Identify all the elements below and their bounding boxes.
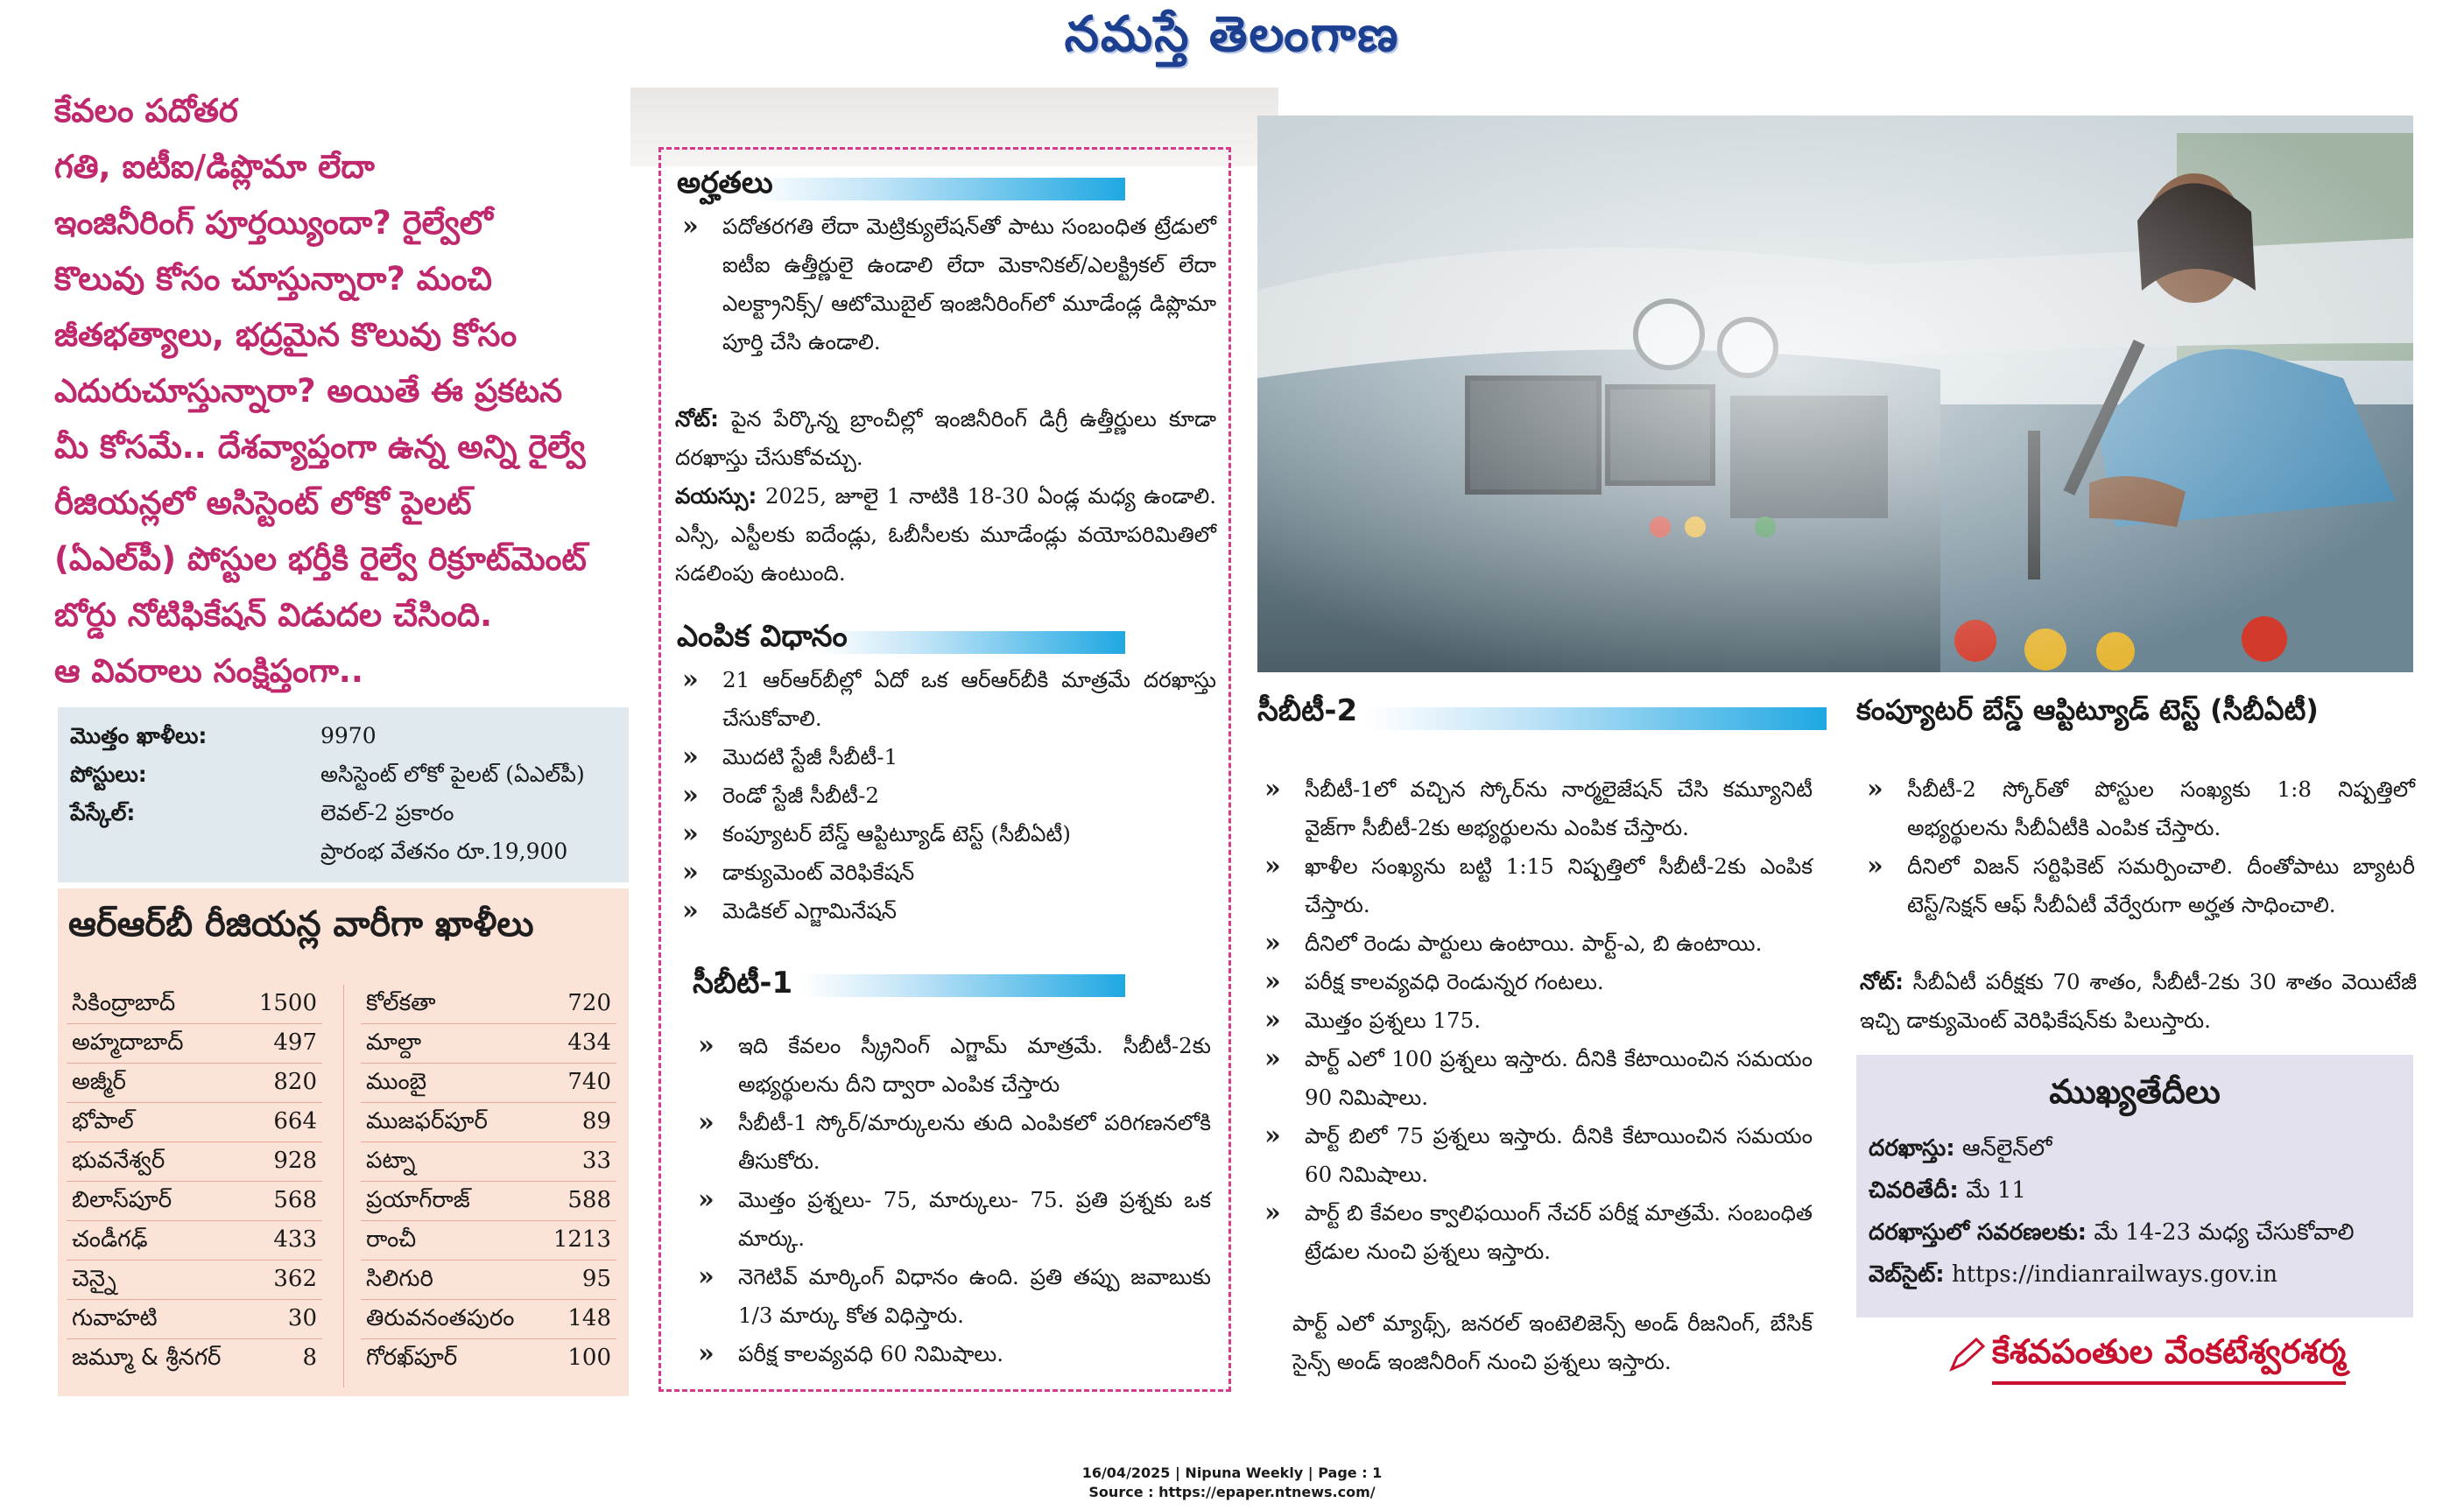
age-label: వయస్సు: xyxy=(675,483,757,509)
region-row xyxy=(361,1182,616,1221)
cbt2-list xyxy=(1252,770,1813,1271)
region-row xyxy=(361,1300,616,1339)
region-count: 588 xyxy=(567,1187,611,1213)
cbt1-item: » సీబీటీ-1 స్కోర్/మార్కులను తుది ఎంపికలో పరిగణనలోకి తీసుకోరు. xyxy=(686,1104,1211,1181)
cbt2-item: » పార్ట్ బి కేవలం క్వాలిఫయింగ్ నేచర్ పరీక్ష మాత్రమే. సంబంధిత ట్రేడుల నుంచి ప్రశ్నలు ఇస్తారు. xyxy=(1252,1194,1813,1271)
region-row xyxy=(67,1300,322,1339)
last-date-value: మే 11 xyxy=(1966,1177,2026,1204)
website-label: వెబ్‌సైట్: xyxy=(1869,1261,1945,1288)
region-name: సికింద్రాబాద్ xyxy=(72,990,176,1016)
selection-item: » 21 ఆర్ఆర్‌బీల్లో ఏదో ఒక ఆర్ఆర్‌బీకి మాత్రమే దరఖాస్తు చేసుకోవాలి. xyxy=(670,661,1216,738)
region-count: 100 xyxy=(567,1345,611,1371)
region-name: గోరఖ్‌పూర్ xyxy=(366,1345,458,1371)
last-date-label: చివరితేదీ: xyxy=(1869,1177,1959,1204)
selection-item: » మొదటి స్టేజీ సీబీటీ-1 xyxy=(670,738,1216,776)
cbt2-item: » సీబీటీ-1లో వచ్చిన స్కోర్‌ను నార్మలైజేషన్ చేసి కమ్యూనిటీ వైజ్‌గా సీబీటీ-2కు అభ్యర్థులను ఎంపిక చేస్తారు. xyxy=(1252,770,1813,847)
loco-cab-photo xyxy=(1257,116,2413,672)
newspaper-logo: నమస్తే తెలంగాణ xyxy=(1064,6,1400,63)
cbt1-list xyxy=(686,1027,1211,1373)
cbt1-item: » పరీక్ష కాలవ్యవధి 60 నిమిషాలు. xyxy=(686,1335,1211,1373)
region-name: కోల్‌కతా xyxy=(366,990,436,1016)
region-name: ప్రయాగ్‌రాజ్ xyxy=(366,1187,470,1213)
region-row xyxy=(361,985,616,1024)
selection-item: » మెడికల్ ఎగ్జామినేషన్ xyxy=(670,892,1216,931)
pen-icon xyxy=(1948,1338,1987,1376)
region-row xyxy=(361,1142,616,1182)
region-row xyxy=(361,1221,616,1261)
edit-value: మే 14-23 మధ్య చేసుకోవాలి xyxy=(2094,1219,2355,1246)
region-count: 434 xyxy=(567,1029,611,1056)
cbat-note xyxy=(1860,963,2417,1040)
region-row xyxy=(361,1339,616,1378)
region-count: 928 xyxy=(273,1148,317,1174)
region-divider xyxy=(343,985,344,1387)
region-name: తిరువనంతపురం xyxy=(366,1305,515,1331)
cbt1-item: » ఇది కేవలం స్క్రీనింగ్ ఎగ్జామ్ మాత్రమే. సీబీటీ-2కు అభ్యర్థులను దీని ద్వారా ఎంపిక చేస్తారు xyxy=(686,1027,1211,1104)
intro-line: గతి, ఐటీఐ/డిప్లొమా లేదా xyxy=(54,148,375,186)
cbt2-heading: సీబీటీ-2 xyxy=(1257,693,1358,728)
region-count: 497 xyxy=(273,1029,317,1056)
intro-text xyxy=(54,83,615,699)
cbt2-heading-bar xyxy=(1366,707,1827,730)
intro-line: రీజియన్లలో అసిస్టెంట్ లోకో పైలట్ xyxy=(54,484,472,522)
intro-line: ఇంజినీరింగ్ పూర్తయ్యిందా? రైల్వేలో xyxy=(54,204,493,242)
cbt2-item: » పార్ట్ ఎలో 100 ప్రశ్నలు ఇస్తారు. దీనికి కేటాయించిన సమయం 90 నిమిషాలు. xyxy=(1252,1040,1813,1117)
region-count: 568 xyxy=(273,1187,317,1213)
region-name: అజ్మీర్ xyxy=(72,1069,126,1095)
selection-list xyxy=(670,661,1216,931)
region-row xyxy=(361,1103,616,1142)
region-count: 720 xyxy=(567,990,611,1016)
eligibility-heading-bar xyxy=(749,178,1125,200)
selection-item: » రెండో స్టేజీ సీబీటీ-2 xyxy=(670,776,1216,815)
region-count: 433 xyxy=(273,1226,317,1253)
region-count: 740 xyxy=(567,1069,611,1095)
region-count: 1213 xyxy=(553,1226,611,1253)
footer-source-line: Source : https://epaper.ntnews.com/ xyxy=(1088,1484,1376,1500)
stats-box xyxy=(58,707,629,882)
author-byline: కేశవపంతుల వేంకటేశ్వరశర్మ xyxy=(1992,1332,2346,1385)
region-count: 89 xyxy=(581,1108,611,1134)
cbat-item: » సీబీటీ-2 స్కోర్‌తో పోస్టుల సంఖ్యకు 1:8 నిష్పత్తిలో అభ్యర్థులను సీబీఏటీకి ఎంపిక చేస్తారు. xyxy=(1855,770,2415,847)
intro-line: బోర్డు నోటిఫికేషన్ విడుదల చేసింది. xyxy=(54,596,493,634)
important-dates-box xyxy=(1856,1055,2413,1317)
region-row xyxy=(67,1261,322,1300)
cbt1-heading: సీబీటీ-1 xyxy=(693,966,793,1001)
region-name: గువాహటి xyxy=(72,1305,158,1331)
footer-date-line: 16/04/2025 | Nipuna Weekly | Page : 1 xyxy=(1081,1464,1383,1481)
region-row xyxy=(67,1221,322,1261)
region-row xyxy=(67,985,322,1024)
cbat-heading: కంప్యూటర్ బేస్డ్ ఆప్టిట్యూడ్ టెస్ట్ (సీబీఏటీ) xyxy=(1856,693,2319,727)
last-date-row xyxy=(1869,1177,2026,1209)
region-count: 664 xyxy=(273,1108,317,1134)
dates-heading: ముఖ్యతేదీలు xyxy=(2049,1072,2221,1111)
region-count: 8 xyxy=(302,1345,317,1371)
selection-item: » కంప్యూటర్ బేస్డ్ ఆప్టిట్యూడ్ టెస్ట్ (సీబీఏటీ) xyxy=(670,815,1216,853)
cbt1-item: » నెగెటివ్ మార్కింగ్ విధానం ఉంది. ప్రతి తప్పు జవాబుకు 1/3 మార్కు కోత విధిస్తారు. xyxy=(686,1258,1211,1335)
region-name: మాల్దా xyxy=(366,1029,422,1056)
cbt2-item: » మొత్తం ప్రశ్నలు 175. xyxy=(1252,1001,1813,1040)
region-row xyxy=(67,1064,322,1103)
intro-line: ఎదురుచూస్తున్నారా? అయితే ఈ ప్రకటన xyxy=(54,372,563,410)
page-footer xyxy=(0,1464,2464,1502)
region-title: ఆర్ఆర్‌బీ రీజియన్ల వారీగా ఖాళీలు xyxy=(68,904,534,945)
cbat-item: » దీనిలో విజన్ సర్టిఫికెట్ సమర్పించాలి. దీంతోపాటు బ్యాటరీ టెస్ట్/సెక్షన్ ఆఫ్ సీబీఏటీ వేర్వేరుగా అర్హత సాధించాలి. xyxy=(1855,847,2415,924)
age-limit xyxy=(675,477,1216,593)
website-row xyxy=(1869,1261,2277,1293)
region-count: 1500 xyxy=(258,990,317,1016)
cbat-note-label: నోట్: xyxy=(1860,969,1904,994)
cbt2-item: » పార్ట్ బిలో 75 ప్రశ్నలు ఇస్తారు. దీనికి కేటాయించిన సమయం 60 నిమిషాలు. xyxy=(1252,1117,1813,1194)
region-name: భోపాల్ xyxy=(72,1108,134,1134)
website-link[interactable]: https://indianrailways.gov.in xyxy=(1951,1261,2277,1288)
region-count: 33 xyxy=(581,1148,611,1174)
intro-line: (ఏఎల్‌పీ) పోస్టుల భర్తీకి రైల్వే రిక్రూట్‌మెంట్ xyxy=(54,540,587,578)
posts-value: అసిస్టెంట్ లోకో పైలట్ (ఏఎల్‌పీ) xyxy=(320,762,585,787)
apply-label: దరఖాస్తు: xyxy=(1869,1135,1955,1162)
cbt2-part-a-subjects: పార్ట్ ఎలో మ్యాథ్స్, జనరల్ ఇంటెలిజెన్స్ అండ్ రీజనింగ్, బేసిక్ సైన్స్ అండ్ ఇంజినీరింగ్ నుంచి ప్రశ్నలు ఇస్తారు. xyxy=(1292,1310,1813,1374)
region-row xyxy=(67,1103,322,1142)
note-text: పైన పేర్కొన్న బ్రాంచీల్లో ఇంజినీరింగ్ డిగ్రీ ఉత్తీర్ణులు కూడా దరఖాస్తు చేసుకోవచ్చు. xyxy=(675,406,1216,470)
region-count: 95 xyxy=(581,1266,611,1292)
cbt2-item: » ఖాళీల సంఖ్యను బట్టి 1:15 నిష్పత్తిలో సీబీటీ-2కు ఎంపిక చేస్తారు. xyxy=(1252,847,1813,924)
vacancies-value: 9970 xyxy=(320,723,377,748)
region-row xyxy=(67,1024,322,1064)
eligibility-heading: అర్హతలు xyxy=(677,165,773,200)
vacancies-label: మొత్తం ఖాళీలు: xyxy=(70,723,208,748)
region-name: చండీగఢ్ xyxy=(72,1226,148,1253)
cbt1-item: » మొత్తం ప్రశ్నలు- 75, మార్కులు- 75. ప్రతి ప్రశ్నకు ఒక మార్కు. xyxy=(686,1181,1211,1258)
region-name: బిలాస్‌పూర్ xyxy=(72,1187,172,1213)
middle-column-box xyxy=(658,147,1231,1392)
loco-cab-illustration xyxy=(1257,116,2413,672)
payscale-value: లెవల్-2 ప్రకారం xyxy=(320,800,454,825)
region-row xyxy=(361,1261,616,1300)
cbat-list xyxy=(1855,770,2415,924)
region-name: జమ్మూ & శ్రీనగర్ xyxy=(72,1345,222,1371)
masthead xyxy=(0,0,2464,70)
intro-line: ఆ వివరాలు సంక్షిప్తంగా.. xyxy=(54,652,363,690)
selection-heading: ఎంపిక విధానం xyxy=(677,619,848,654)
cbat-note-text: సీబీఏటీ పరీక్షకు 70 శాతం, సీబీటీ-2కు 30 శాతం వెయిటేజీ ఇచ్చి డాక్యుమెంట్ వెరిఫికేషన్‌కు పిలుస్తారు. xyxy=(1860,969,2417,1033)
region-name: పట్నా xyxy=(366,1148,416,1174)
payscale-label: పేస్కేల్: xyxy=(70,800,136,825)
region-row xyxy=(67,1142,322,1182)
region-row xyxy=(361,1064,616,1103)
apply-mode-row xyxy=(1869,1135,2052,1167)
region-vacancies-box xyxy=(58,888,629,1396)
region-name: చెన్నై xyxy=(72,1266,116,1292)
region-count: 820 xyxy=(273,1069,317,1095)
cbt2-item: » పరీక్ష కాలవ్యవధి రెండున్నర గంటలు. xyxy=(1252,963,1813,1001)
region-count: 362 xyxy=(273,1266,317,1292)
region-name: అహ్మదాబాద్ xyxy=(72,1029,184,1056)
intro-line: కేవలం పదోతర xyxy=(54,92,238,130)
eligibility-list xyxy=(670,207,1216,362)
region-count: 148 xyxy=(567,1305,611,1331)
intro-line: కొలువు కోసం చూస్తున్నారా? మంచి xyxy=(54,260,492,298)
region-name: ముజఫర్‌పూర్ xyxy=(366,1108,488,1134)
selection-heading-bar xyxy=(819,631,1125,654)
selection-item: » డాక్యుమెంట్ వెరిఫికేషన్ xyxy=(670,853,1216,892)
starting-salary: ప్రారంభ వేతనం రూ.19,900 xyxy=(320,839,568,864)
edit-window-row xyxy=(1869,1219,2355,1251)
region-name: సిలిగురి xyxy=(366,1266,433,1292)
intro-line: మీ కోసమే.. దేశవ్యాప్తంగా ఉన్న అన్ని రైల్వే xyxy=(54,428,586,466)
note-label: నోట్: xyxy=(675,406,719,432)
eligibility-note xyxy=(675,400,1216,477)
cbt2-item: » దీనిలో రెండు పార్టులు ఉంటాయి. పార్ట్-ఎ, బి ఉంటాయి. xyxy=(1252,924,1813,963)
region-count: 30 xyxy=(287,1305,317,1331)
age-text: 2025, జూలై 1 నాటికి 18-30 ఏండ్ల మధ్య ఉండాలి. ఎస్సీ, ఎస్టీలకు ఐదేండ్లు, ఓబీసీలకు మూడేండ్లు వయోపరిమితిలో సడలింపు ఉంటుంది. xyxy=(675,483,1216,586)
region-column-left xyxy=(67,985,322,1378)
apply-value: ఆన్‌లైన్‌లో xyxy=(1961,1135,2052,1162)
region-column-right xyxy=(361,985,616,1378)
intro-line: జీతభత్యాలు, భద్రమైన కొలువు కోసం xyxy=(54,316,517,354)
cbt1-heading-bar xyxy=(801,974,1125,997)
region-row xyxy=(67,1182,322,1221)
eligibility-item: » పదోతరగతి లేదా మెట్రిక్యులేషన్‌తో పాటు సంబంధిత ట్రేడులో ఐటీఐ ఉత్తీర్ణులై ఉండాలి లేదా మెకానికల్/ఎలక్ట్రికల్ లేదా ఎలక్ట్రానిక్స్/ ఆటోమొబైల్ ఇంజినీరింగ్‌లో మూడేండ్ల డిప్లొమా పూర్తి చేసి ఉండాలి. xyxy=(670,207,1216,362)
posts-label: పోస్టులు: xyxy=(70,762,147,787)
region-row xyxy=(67,1339,322,1378)
region-row xyxy=(361,1024,616,1064)
edit-label: దరఖాస్తులో సవరణలకు: xyxy=(1869,1219,2087,1246)
region-name: రాంచీ xyxy=(366,1226,417,1253)
region-name: భువనేశ్వర్ xyxy=(72,1148,165,1174)
region-name: ముంబై xyxy=(366,1069,427,1095)
